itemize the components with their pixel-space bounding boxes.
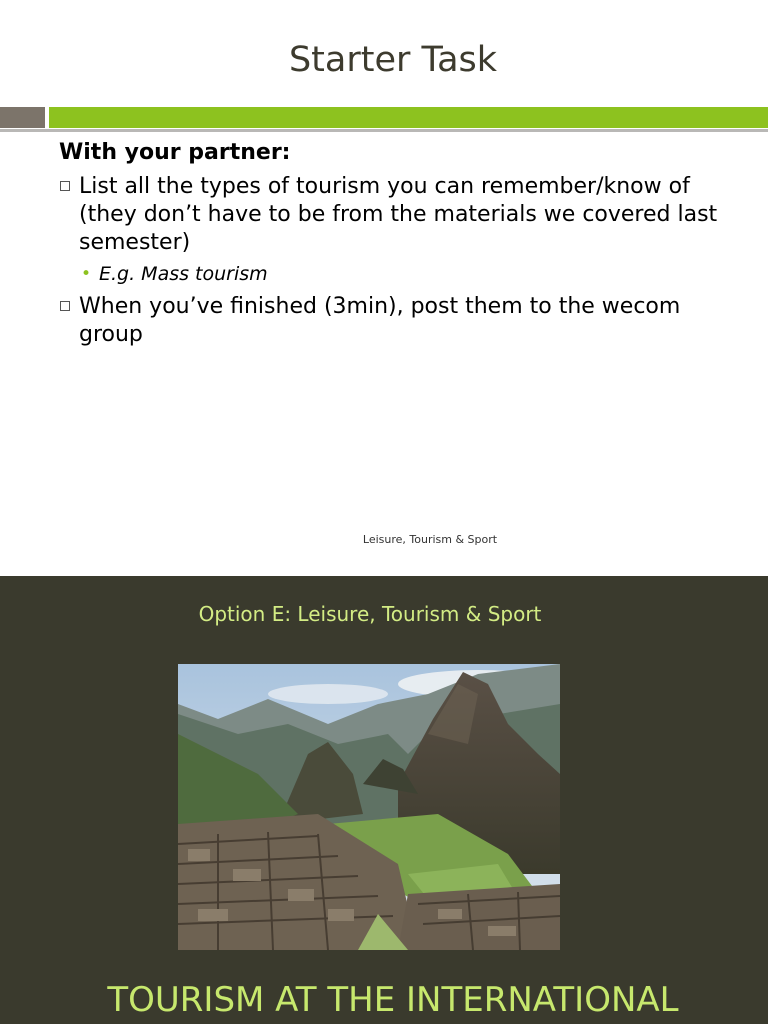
accent-bar-gray bbox=[0, 107, 45, 128]
slide-option-e bbox=[0, 576, 768, 1024]
sub-bullet-item bbox=[59, 261, 739, 287]
accent-bar-divider bbox=[0, 129, 768, 132]
slide-title: Starter Task bbox=[288, 40, 498, 80]
accent-bar-green bbox=[49, 107, 768, 128]
slide-footer: Leisure, Tourism & Sport bbox=[362, 533, 498, 546]
machu-picchu-photo bbox=[178, 664, 560, 950]
square-bullet-icon bbox=[60, 301, 70, 311]
square-bullet-icon bbox=[60, 181, 70, 191]
body-heading: With your partner: bbox=[59, 140, 291, 165]
bullet-text: List all the types of tourism you can remember/know of (they don’t have to be from the materials we covered last semester) bbox=[79, 174, 718, 255]
slide-title: TOURISM AT THE INTERNATIONAL bbox=[107, 980, 679, 1020]
bullet-text: When you’ve finished (3min), post them to the wecom group bbox=[79, 294, 681, 347]
bullet-item bbox=[59, 293, 739, 349]
slide-subtitle: Option E: Leisure, Tourism & Sport bbox=[198, 602, 542, 626]
sub-bullet-text: E.g. Mass tourism bbox=[99, 263, 268, 285]
slide-body bbox=[59, 139, 739, 353]
bullet-item bbox=[59, 173, 739, 257]
dot-bullet-icon: • bbox=[81, 264, 92, 284]
